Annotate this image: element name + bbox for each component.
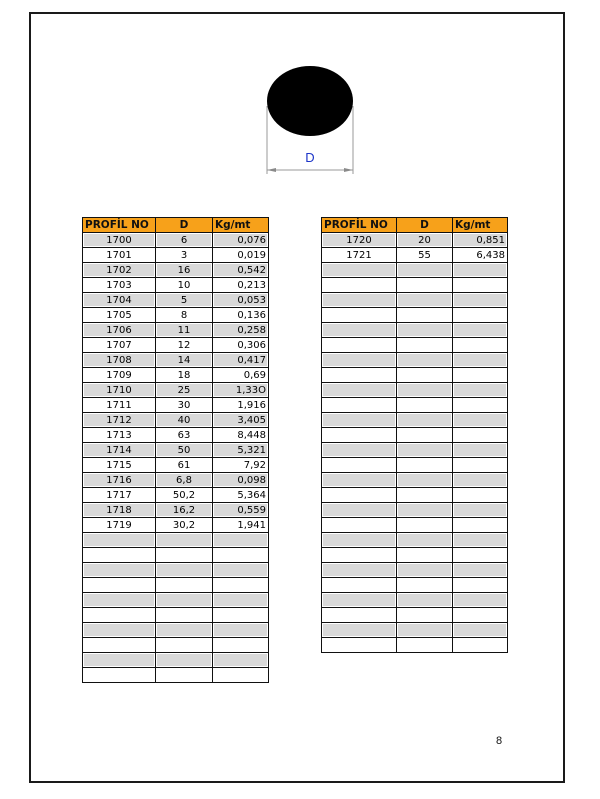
cell-profile-no: [83, 668, 156, 683]
cell-profile-no: [322, 503, 397, 518]
cell-weight: 6,438: [453, 248, 508, 263]
cell-weight: 0,053: [213, 293, 269, 308]
cell-profile-no: 1718: [83, 503, 156, 518]
cell-diameter: [397, 293, 453, 308]
cell-profile-no: 1719: [83, 518, 156, 533]
cell-diameter: [397, 278, 453, 293]
cell-profile-no: [322, 518, 397, 533]
header-diameter: D: [397, 218, 453, 233]
empty-table-row: [322, 458, 508, 473]
cell-weight: [453, 518, 508, 533]
cell-weight: 0,559: [213, 503, 269, 518]
empty-table-row: [83, 533, 269, 548]
table-row: [83, 263, 269, 278]
cell-profile-no: [322, 368, 397, 383]
cell-weight: 0,417: [213, 353, 269, 368]
cell-diameter: 50: [156, 443, 213, 458]
table-row: [83, 323, 269, 338]
empty-table-row: [83, 563, 269, 578]
cell-diameter: [397, 338, 453, 353]
cell-weight: 0,306: [213, 338, 269, 353]
cell-profile-no: [322, 353, 397, 368]
table-row: [83, 293, 269, 308]
cell-weight: [213, 593, 269, 608]
table-row: [83, 278, 269, 293]
table-row: [83, 413, 269, 428]
cell-weight: [453, 443, 508, 458]
cell-profile-no: [83, 563, 156, 578]
cell-diameter: 63: [156, 428, 213, 443]
cell-diameter: [156, 533, 213, 548]
cell-profile-no: 1707: [83, 338, 156, 353]
cell-profile-no: [83, 548, 156, 563]
cell-profile-no: [322, 578, 397, 593]
cell-profile-no: 1700: [83, 233, 156, 248]
cell-diameter: [397, 623, 453, 638]
cell-profile-no: [83, 638, 156, 653]
cell-diameter: [397, 488, 453, 503]
cell-diameter: [397, 353, 453, 368]
cell-weight: 0,69: [213, 368, 269, 383]
table-row: [83, 458, 269, 473]
cell-diameter: [397, 368, 453, 383]
cell-diameter: 6: [156, 233, 213, 248]
cell-diameter: 40: [156, 413, 213, 428]
cell-profile-no: [322, 608, 397, 623]
cell-diameter: [397, 263, 453, 278]
cell-weight: 1,916: [213, 398, 269, 413]
cell-diameter: [397, 593, 453, 608]
cell-weight: [453, 473, 508, 488]
cell-weight: 5,364: [213, 488, 269, 503]
cell-weight: [453, 368, 508, 383]
cell-profile-no: [322, 338, 397, 353]
table-row: [83, 428, 269, 443]
cell-profile-no: [322, 293, 397, 308]
empty-table-row: [322, 338, 508, 353]
profile-table-left: [82, 217, 269, 683]
cell-profile-no: [322, 548, 397, 563]
cell-diameter: 30: [156, 398, 213, 413]
empty-table-row: [322, 278, 508, 293]
cell-diameter: [397, 458, 453, 473]
empty-table-row: [322, 503, 508, 518]
empty-table-row: [322, 488, 508, 503]
cell-weight: [453, 488, 508, 503]
empty-table-row: [322, 563, 508, 578]
cell-profile-no: [322, 443, 397, 458]
cell-profile-no: [322, 398, 397, 413]
cell-diameter: [397, 533, 453, 548]
cell-weight: 3,405: [213, 413, 269, 428]
cell-profile-no: [322, 593, 397, 608]
cell-diameter: 11: [156, 323, 213, 338]
cell-weight: [213, 578, 269, 593]
table-row: [83, 353, 269, 368]
profile-table-right: [321, 217, 508, 653]
cell-diameter: [397, 638, 453, 653]
empty-table-row: [322, 428, 508, 443]
empty-table-row: [322, 638, 508, 653]
cell-profile-no: [83, 608, 156, 623]
cell-diameter: [397, 383, 453, 398]
table-row: [83, 473, 269, 488]
empty-table-row: [322, 578, 508, 593]
cell-weight: [453, 338, 508, 353]
cell-weight: 7,92: [213, 458, 269, 473]
cell-weight: 0,542: [213, 263, 269, 278]
cell-weight: 0,851: [453, 233, 508, 248]
cell-diameter: 5: [156, 293, 213, 308]
cell-diameter: [397, 443, 453, 458]
empty-table-row: [83, 548, 269, 563]
cell-weight: [453, 563, 508, 578]
cell-diameter: [397, 413, 453, 428]
cell-profile-no: 1715: [83, 458, 156, 473]
cell-profile-no: [322, 413, 397, 428]
empty-table-row: [322, 623, 508, 638]
empty-table-row: [322, 368, 508, 383]
empty-table-row: [322, 398, 508, 413]
cell-profile-no: 1703: [83, 278, 156, 293]
empty-table-row: [322, 533, 508, 548]
cell-profile-no: 1701: [83, 248, 156, 263]
empty-table-row: [83, 623, 269, 638]
table-row: [83, 368, 269, 383]
cell-diameter: 55: [397, 248, 453, 263]
cell-profile-no: 1704: [83, 293, 156, 308]
cell-diameter: [156, 668, 213, 683]
cell-weight: [453, 353, 508, 368]
empty-table-row: [322, 473, 508, 488]
cell-weight: [453, 278, 508, 293]
cell-weight: [453, 413, 508, 428]
empty-table-row: [83, 578, 269, 593]
cell-weight: [213, 638, 269, 653]
cell-diameter: [397, 398, 453, 413]
empty-table-row: [322, 293, 508, 308]
cell-diameter: 20: [397, 233, 453, 248]
cell-weight: [453, 428, 508, 443]
header-profile-no: PROFİL NO: [322, 218, 397, 233]
empty-table-row: [83, 653, 269, 668]
cell-diameter: [156, 578, 213, 593]
cell-weight: [213, 668, 269, 683]
cell-weight: [213, 608, 269, 623]
empty-table-row: [322, 308, 508, 323]
table-row: [83, 338, 269, 353]
cell-profile-no: [322, 308, 397, 323]
cell-weight: [453, 458, 508, 473]
table-row: [83, 488, 269, 503]
cell-weight: [453, 323, 508, 338]
cell-weight: [453, 608, 508, 623]
cell-diameter: [156, 638, 213, 653]
cell-weight: [453, 638, 508, 653]
cell-diameter: 25: [156, 383, 213, 398]
cell-profile-no: [83, 533, 156, 548]
cell-weight: [213, 533, 269, 548]
cell-profile-no: 1721: [322, 248, 397, 263]
table-row: [322, 233, 508, 248]
cell-diameter: 61: [156, 458, 213, 473]
empty-table-row: [322, 353, 508, 368]
cell-diameter: 30,2: [156, 518, 213, 533]
cell-diameter: 12: [156, 338, 213, 353]
cell-diameter: 10: [156, 278, 213, 293]
empty-table-row: [322, 608, 508, 623]
cell-diameter: 50,2: [156, 488, 213, 503]
cell-profile-no: [83, 578, 156, 593]
empty-table-row: [322, 593, 508, 608]
profile-cross-section: [267, 66, 353, 136]
cell-weight: [453, 503, 508, 518]
cell-profile-no: [322, 278, 397, 293]
cell-weight: [453, 308, 508, 323]
cell-profile-no: 1712: [83, 413, 156, 428]
empty-table-row: [322, 383, 508, 398]
cell-weight: 8,448: [213, 428, 269, 443]
cell-profile-no: 1709: [83, 368, 156, 383]
cell-profile-no: [322, 473, 397, 488]
cell-profile-no: [322, 263, 397, 278]
cell-weight: [453, 623, 508, 638]
cell-weight: 5,321: [213, 443, 269, 458]
dimension-label: D: [305, 150, 315, 165]
cell-diameter: 16,2: [156, 503, 213, 518]
cell-diameter: [397, 503, 453, 518]
table-row: [83, 398, 269, 413]
cell-profile-no: 1706: [83, 323, 156, 338]
cell-profile-no: [322, 323, 397, 338]
cell-diameter: [397, 548, 453, 563]
cell-profile-no: 1705: [83, 308, 156, 323]
cell-profile-no: [322, 488, 397, 503]
cell-profile-no: [322, 383, 397, 398]
cell-profile-no: 1708: [83, 353, 156, 368]
cell-weight: [213, 623, 269, 638]
cell-weight: [213, 548, 269, 563]
cell-profile-no: 1720: [322, 233, 397, 248]
empty-table-row: [83, 593, 269, 608]
cell-profile-no: [322, 533, 397, 548]
cell-diameter: [156, 563, 213, 578]
table-row: [83, 503, 269, 518]
cell-diameter: [156, 623, 213, 638]
empty-table-row: [322, 263, 508, 278]
header-profile-no: PROFİL NO: [83, 218, 156, 233]
empty-table-row: [83, 668, 269, 683]
cell-weight: [453, 293, 508, 308]
page-number: 8: [496, 735, 503, 747]
table-row: [83, 518, 269, 533]
header-weight: Kg/mt: [453, 218, 508, 233]
cell-profile-no: 1713: [83, 428, 156, 443]
cell-weight: [453, 593, 508, 608]
empty-table-row: [322, 443, 508, 458]
cell-profile-no: [322, 458, 397, 473]
cell-diameter: [397, 608, 453, 623]
cell-weight: [453, 533, 508, 548]
arrow-right: [344, 168, 353, 172]
cell-diameter: [397, 323, 453, 338]
empty-table-row: [322, 548, 508, 563]
cell-weight: 0,019: [213, 248, 269, 263]
cell-profile-no: [322, 428, 397, 443]
empty-table-row: [322, 518, 508, 533]
cell-weight: [453, 263, 508, 278]
cell-diameter: [397, 308, 453, 323]
cell-profile-no: [322, 623, 397, 638]
table-header-row: [322, 218, 508, 233]
cell-profile-no: [322, 563, 397, 578]
cell-weight: [453, 548, 508, 563]
cell-diameter: 3: [156, 248, 213, 263]
cell-profile-no: 1714: [83, 443, 156, 458]
cell-profile-no: 1717: [83, 488, 156, 503]
cell-profile-no: [322, 638, 397, 653]
cell-weight: [453, 578, 508, 593]
table-row: [83, 308, 269, 323]
cell-weight: 1,941: [213, 518, 269, 533]
cell-weight: [213, 563, 269, 578]
cell-profile-no: 1702: [83, 263, 156, 278]
cell-diameter: 8: [156, 308, 213, 323]
empty-table-row: [83, 638, 269, 653]
arrow-left: [267, 168, 276, 172]
empty-table-row: [322, 413, 508, 428]
cell-weight: 0,136: [213, 308, 269, 323]
cell-diameter: 14: [156, 353, 213, 368]
cell-diameter: 6,8: [156, 473, 213, 488]
cell-weight: 1,33O: [213, 383, 269, 398]
table-row: [83, 383, 269, 398]
cell-diameter: [397, 428, 453, 443]
cell-diameter: [156, 593, 213, 608]
cell-diameter: [156, 608, 213, 623]
cell-diameter: [156, 653, 213, 668]
cell-diameter: [397, 473, 453, 488]
cell-profile-no: [83, 653, 156, 668]
table-row: [83, 248, 269, 263]
cell-weight: 0,098: [213, 473, 269, 488]
cell-diameter: [397, 578, 453, 593]
cell-profile-no: [83, 623, 156, 638]
cell-profile-no: 1710: [83, 383, 156, 398]
table-header-row: [83, 218, 269, 233]
cell-weight: [213, 653, 269, 668]
header-diameter: D: [156, 218, 213, 233]
cell-diameter: [156, 548, 213, 563]
cell-diameter: 18: [156, 368, 213, 383]
cell-weight: [453, 383, 508, 398]
cell-diameter: [397, 518, 453, 533]
table-row: [83, 233, 269, 248]
cell-weight: 0,076: [213, 233, 269, 248]
table-row: [322, 248, 508, 263]
cell-weight: [453, 398, 508, 413]
cell-profile-no: [83, 593, 156, 608]
empty-table-row: [322, 323, 508, 338]
cell-diameter: 16: [156, 263, 213, 278]
header-weight: Kg/mt: [213, 218, 269, 233]
cell-weight: 0,258: [213, 323, 269, 338]
cell-profile-no: 1711: [83, 398, 156, 413]
table-row: [83, 443, 269, 458]
cell-weight: 0,213: [213, 278, 269, 293]
cell-profile-no: 1716: [83, 473, 156, 488]
cell-diameter: [397, 563, 453, 578]
empty-table-row: [83, 608, 269, 623]
